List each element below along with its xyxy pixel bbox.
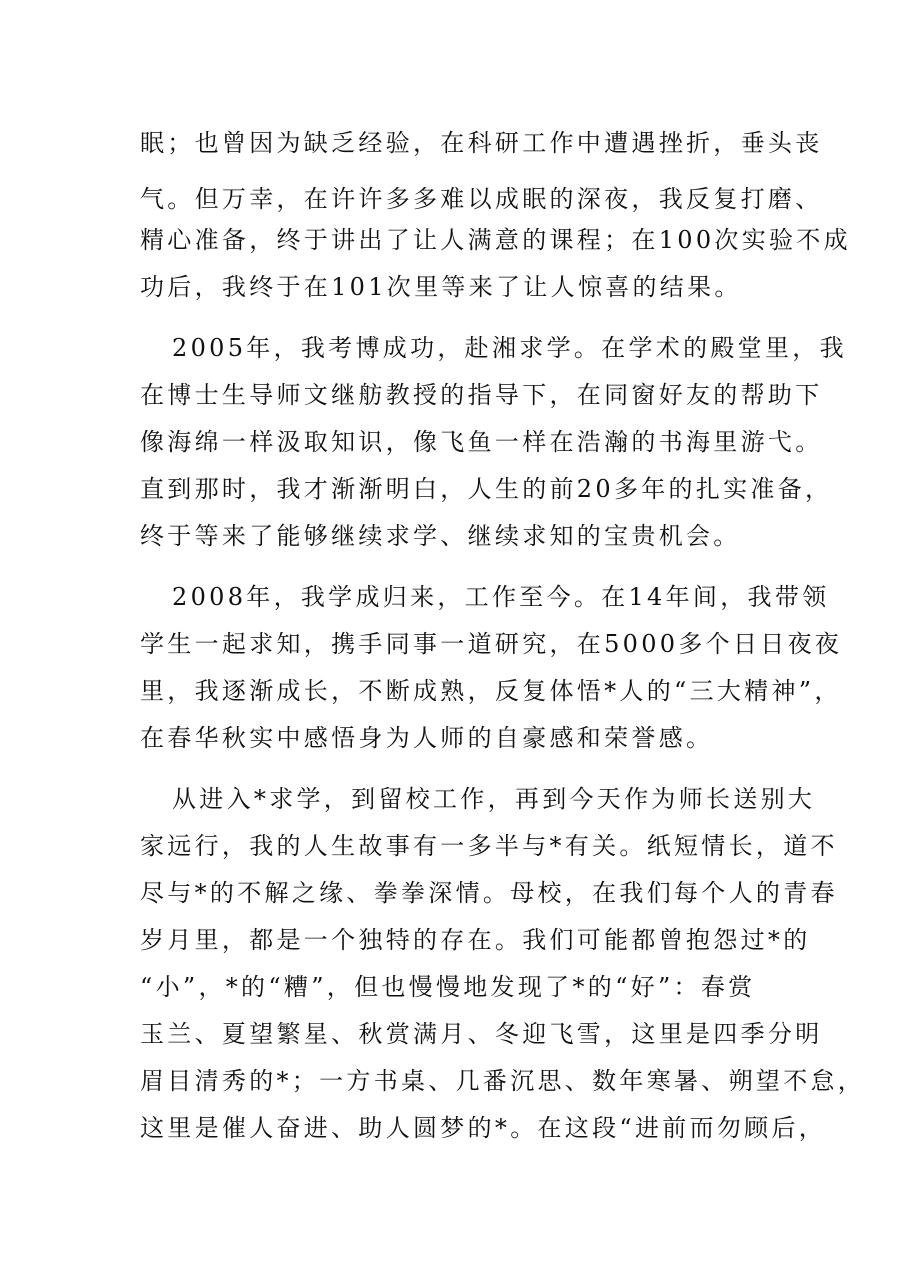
text-line: 岁月里，都是一个独特的存在。我们可能都曾抱怨过*的 xyxy=(140,926,811,954)
paragraph-first-line: 从进入*求学，到留校工作，再到今天作为师长送别大 xyxy=(172,785,816,813)
text-line: 眠；也曾因为缺乏经验，在科研工作中遭遇挫折，垂头丧 xyxy=(140,129,823,157)
text-line: 气。但万幸，在许许多多难以成眠的深夜，我反复打磨、 xyxy=(140,185,823,213)
text-line: 在春华秋实中感悟身为人师的自豪感和荣誉感。 xyxy=(140,724,714,752)
paragraph-first-line: 2005年，我考博成功，赴湘求学。在学术的殿堂里，我 xyxy=(172,334,847,362)
text-line: 尽与*的不解之缘、拳拳深情。母校，在我们每个人的青春 xyxy=(140,879,838,907)
text-line: “小”，*的“糟”，但也慢慢地发现了*的“好”：春赏 xyxy=(140,973,756,1001)
text-line: 像海绵一样汲取知识，像飞鱼一样在浩瀚的书海里游弋。 xyxy=(140,428,823,456)
text-line: 在博士生导师文继舫教授的指导下，在同窗好友的帮助下 xyxy=(140,381,823,409)
text-line: 精心准备，终于讲出了让人满意的课程；在100次实验不成 xyxy=(140,226,851,254)
text-line: 功后，我终于在101次里等来了让人惊喜的结果。 xyxy=(140,273,742,301)
text-line: 玉兰、夏望繁星、秋赏满月、冬迎飞雪，这里是四季分明 xyxy=(140,1020,823,1048)
text-line: 里，我逐渐成长，不断成熟，反复体悟*人的“三大精神”， xyxy=(140,677,842,705)
text-line: 家远行，我的人生故事有一多半与*有关。纸短情长，道不 xyxy=(140,832,838,860)
text-line: 这里是催人奋进、助人圆梦的*。在这段“进前而勿顾后， xyxy=(140,1114,827,1142)
text-line: 学生一起求知，携手同事一道研究，在5000多个日日夜夜 xyxy=(140,630,843,658)
paragraph-first-line: 2008年，我学成归来，工作至今。在14年间，我带领 xyxy=(172,583,830,611)
text-line: 眉目清秀的*；一方书桌、几番沉思、数年寒暑、朔望不怠， xyxy=(140,1067,866,1095)
text-line: 终于等来了能够继续求学、继续求知的宝贵机会。 xyxy=(140,522,741,550)
text-line: 直到那时，我才渐渐明白，人生的前20多年的扎实准备， xyxy=(140,475,833,503)
